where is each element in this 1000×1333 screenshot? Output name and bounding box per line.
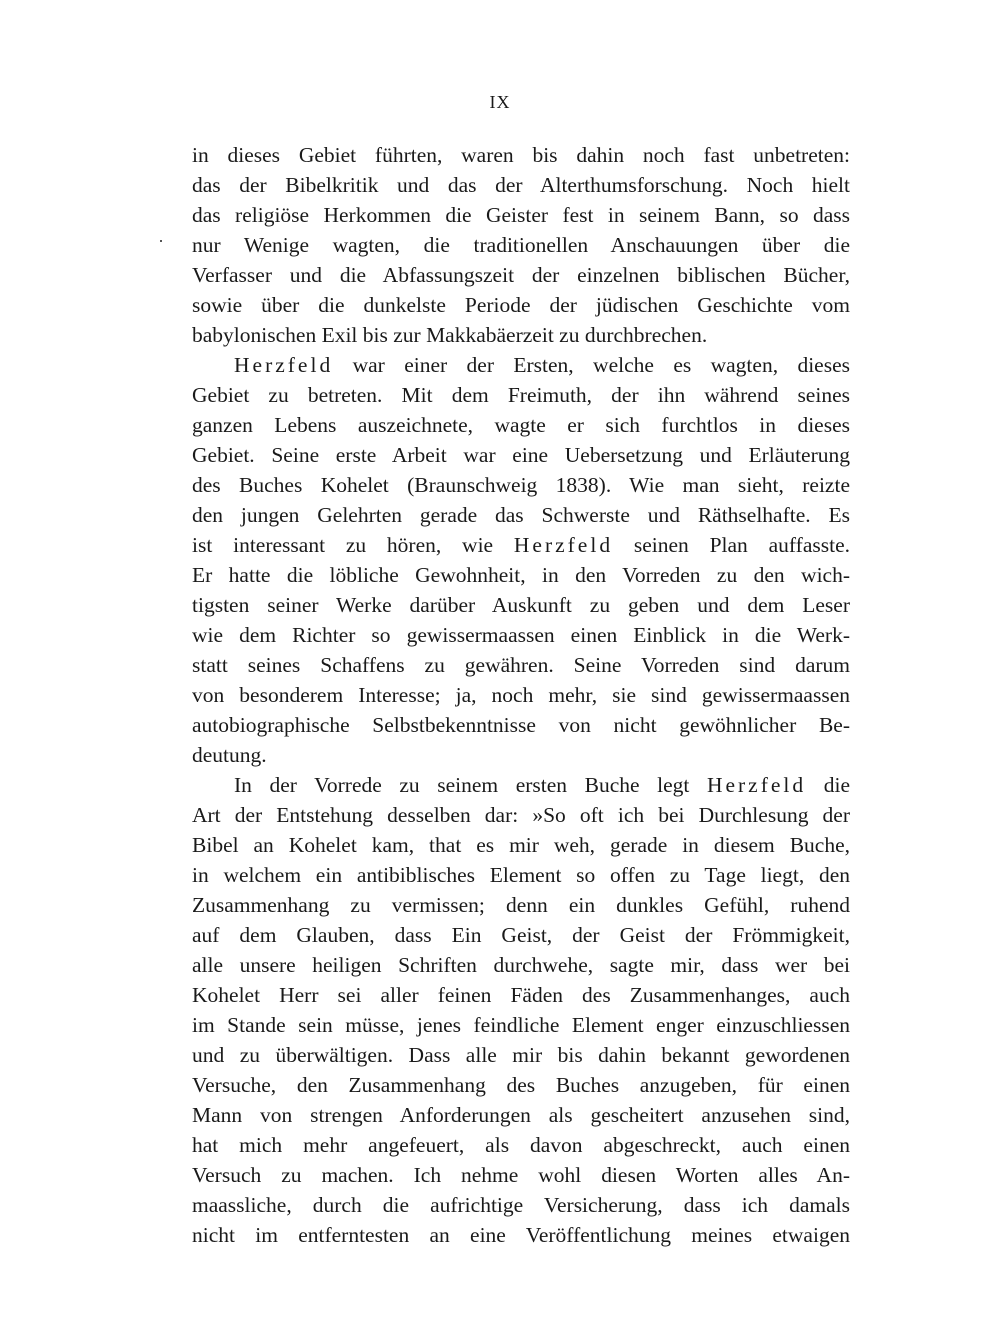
text-line: Mann von strengen Anforderungen als gescheitert anzusehen sind, xyxy=(192,1103,850,1127)
text-line: In der Vorrede zu seinem ersten Buche legt Herzfeld die xyxy=(234,773,850,797)
text-line: Versuch zu machen. Ich nehme wohl diesen Worten alles An- xyxy=(192,1163,850,1187)
text-line: Gebiet. Seine erste Arbeit war eine Uebersetzung und Erläuterung xyxy=(192,443,850,467)
text-line: maassliche, durch die aufrichtige Versicherung, dass ich damals xyxy=(192,1193,850,1217)
text-line: Versuche, den Zusammenhang des Buches anzugeben, für einen xyxy=(192,1073,850,1097)
text-line: in welchem ein antibiblisches Element so offen zu Tage liegt, den xyxy=(192,863,850,887)
text-line: tigsten seiner Werke darüber Auskunft zu geben und dem Leser xyxy=(192,593,850,617)
text-line: von besonderem Interesse; ja, noch mehr, sie sind gewissermaassen xyxy=(192,683,850,707)
page-number: IX xyxy=(489,92,511,112)
text-line: Gebiet zu betreten. Mit dem Freimuth, der ihn während seines xyxy=(192,383,850,407)
text-line: alle unsere heiligen Schriften durchwehe, sagte mir, dass wer bei xyxy=(192,953,850,977)
emphasized-name: Herzfeld xyxy=(706,773,807,797)
emphasized-name: Herzfeld xyxy=(513,533,614,557)
emphasized-name: Herzfeld xyxy=(234,353,334,377)
text-line: auf dem Glauben, dass Ein Geist, der Geist der Frömmigkeit, xyxy=(192,923,850,947)
body-text xyxy=(192,140,850,1250)
text-line: hat mich mehr angefeuert, als davon abgeschreckt, auch einen xyxy=(192,1133,850,1157)
text-line: des Buches Kohelet (Braunschweig 1838). Wie man sieht, reizte xyxy=(192,473,850,497)
text-line: den jungen Gelehrten gerade das Schwerste und Räthselhafte. Es xyxy=(192,503,850,527)
text-line: in dieses Gebiet führten, waren bis dahin noch fast unbetreten: xyxy=(192,143,850,167)
text-line: und zu überwältigen. Dass alle mir bis dahin bekannt gewordenen xyxy=(192,1043,850,1067)
text-line: Verfasser und die Abfassungszeit der einzelnen biblischen Bücher, xyxy=(192,263,850,287)
stray-ink-mark xyxy=(160,240,162,242)
text-line: Bibel an Kohelet kam, that es mir weh, gerade in diesem Buche, xyxy=(192,833,850,857)
text-line: Herzfeld war einer der Ersten, welche es wagten, dieses xyxy=(234,353,850,377)
text-line: im Stande sein müsse, jenes feindliche Element enger einzuschliessen xyxy=(192,1013,850,1037)
text-line: nicht im entferntesten an eine Veröffentlichung meines etwaigen xyxy=(192,1223,850,1247)
text-line: Zusammenhang zu vermissen; denn ein dunkles Gefühl, ruhend xyxy=(192,893,850,917)
text-line: Er hatte die löbliche Gewohnheit, in den Vorreden zu den wich- xyxy=(192,563,850,587)
text-line: Art der Entstehung desselben dar: »So oft ich bei Durchlesung der xyxy=(192,803,850,827)
text-line: deutung. xyxy=(192,743,267,767)
text-line: sowie über die dunkelste Periode der jüdischen Geschichte vom xyxy=(192,293,850,317)
text-line: nur Wenige wagten, die traditionellen Anschauungen über die xyxy=(192,233,850,257)
text-line: wie dem Richter so gewissermaassen einen Einblick in die Werk- xyxy=(192,623,850,647)
text-line: Kohelet Herr sei aller feinen Fäden des Zusammenhanges, auch xyxy=(192,983,850,1007)
text-line: das der Bibelkritik und das der Alterthumsforschung. Noch hielt xyxy=(192,173,850,197)
text-line: das religiöse Herkommen die Geister fest in seinem Bann, so dass xyxy=(192,203,850,227)
text-line: autobiographische Selbstbekenntnisse von nicht gewöhnlicher Be- xyxy=(192,713,850,737)
text-line: babylonischen Exil bis zur Makkabäerzeit zu durchbrechen. xyxy=(192,323,708,347)
text-line: ist interessant zu hören, wie Herzfeld seinen Plan auffasste. xyxy=(192,533,850,557)
text-line: statt seines Schaffens zu gewähren. Seine Vorreden sind darum xyxy=(192,653,850,677)
text-line: ganzen Lebens auszeichnete, wagte er sich furchtlos in dieses xyxy=(192,413,850,437)
